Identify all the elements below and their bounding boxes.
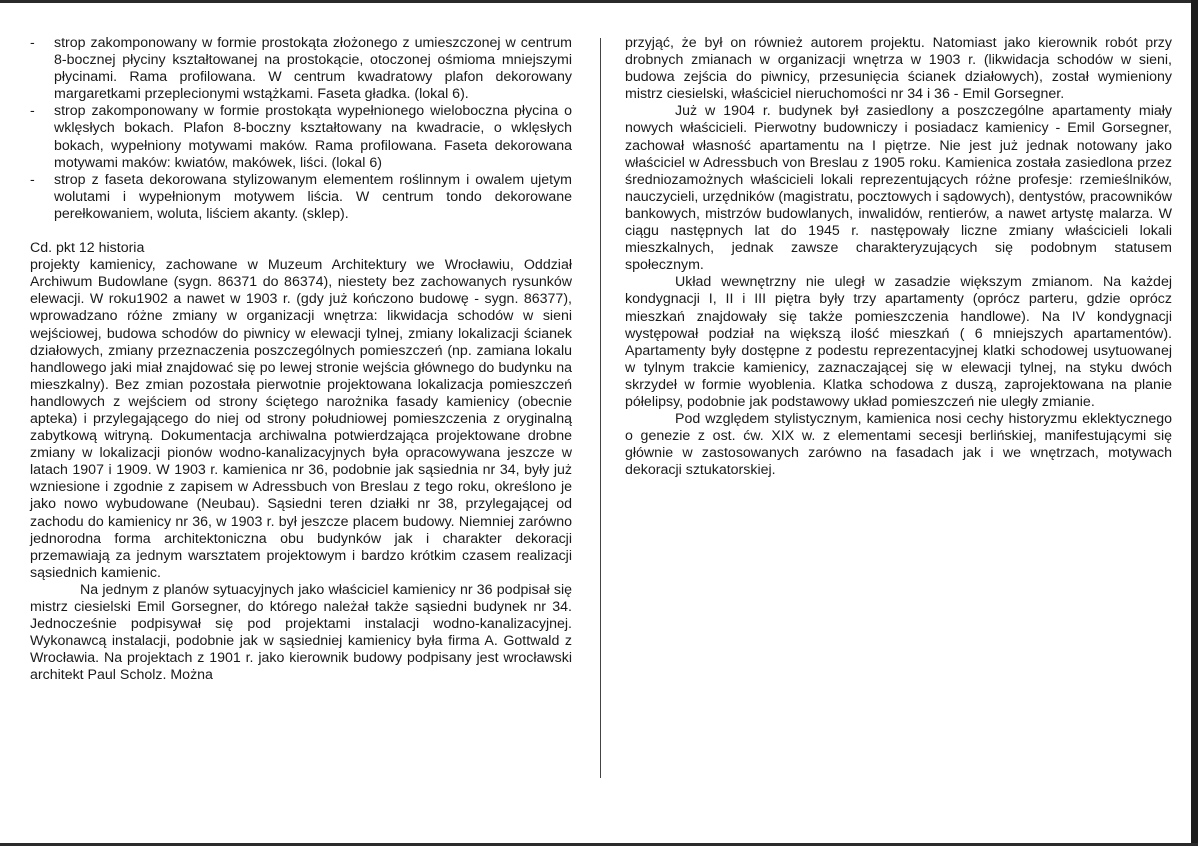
- column-divider: [600, 38, 601, 778]
- history-paragraph: Już w 1904 r. budynek był zasiedlony a poszczególne apartamenty miały nowych właścicieli. Pierwotny budowniczy i posiadacz kamienicy - Emil Gorsegner, zachował własność apartamentu na I piętrze. Nie jest już jednak notowany jako właściciel w Adressbuch von Breslau z 1905 roku. Kamienica została zasiedlona przez średniozamożnych właścicieli lokali reprezentujących różne profesje: rzemieślników, nauczycieli, urzędników (magistratu, pocztowych i sądowych), dentystów, pracowników bankowych, mistrzów budowlanych, inwalidów, rentierów, a nawet artystę malarza. W ciągu następnych lat do 1945 r. następowały liczne zmiany właścicieli lokali mieszkalnych, jednak zawsze charakteryzujących się podobnym statusem społecznym.: [625, 103, 1172, 274]
- ceiling-description-list: [30, 35, 572, 223]
- history-paragraph: projekty kamienicy, zachowane w Muzeum Architektury we Wrocławiu, Oddział Archiwum Budowlane (sygn. 86371 do 86374), niestety bez zachowanych rysunków elewacji. W roku1902 a nawet w 1903 r. (gdy już kończono budowę - sygn. 86377), wprowadzano różne zmiany w organizacji wnętrza: likwidacja schodów w sieni wejściowej, budowa schodów do piwnicy w elewacji tylnej, zmiany lokalizacji ścianek działowych, zmiany przeznaczenia poszczególnych pomieszczeń (np. zamiana lokalu handlowego jaki miał znajdować się po lewej stronie wejścia głównego do budynku na mieszkalny). Bez zmian pozostała pierwotnie projektowana lokalizacja pomieszczeń handlowych z wejściem od strony ściętego narożnika fasady kamienicy (obecnie apteka) i przylegającego do niej od strony południowej pomieszczenia z oryginalną zabytkową witryną. Dokumentacja archiwalna potwierdzająca projektowane drobne zmiany w lokalizacji pionów wodno-kanalizacyjnych była opracowywana jeszcze w latach 1907 i 1909. W 1903 r. kamienica nr 36, podobnie jak sąsiednia nr 34, były już wzniesione i zgodnie z zapisem w Adressbuch von Breslau z tego roku, określono je jako nowo wybudowane (Neubau). Sąsiedni teren działki nr 38, przylegającej od zachodu do kamienicy nr 36, w 1903 r. był jeszcze placem budowy. Niemniej zarówno jednorodna forma architektoniczna obu budynków jak i charakter dekoracji przemawiają za jednym warsztatem projektowym i bardzo krótkim czasem realizacji sąsiednich kamienic.: [30, 257, 572, 581]
- section-heading: Cd. pkt 12 historia: [30, 240, 145, 257]
- history-paragraph: Na jednym z planów sytuacyjnych jako właściciel kamienicy nr 36 podpisał się mistrz ciesielski Emil Gorsegner, do którego należał także sąsiedni budynek nr 34. Jednocześnie podpisywał się pod projektami instalacji wodno-kanalizacyjnej. Wykonawcą instalacji, podobnie jak w sąsiedniej kamienicy była firma A. Gottwald z Wrocławia. Na projektach z 1901 r. jako kierownik budowy podpisany jest wrocławski architekt Paul Scholz. Można: [30, 581, 572, 684]
- list-item-text: strop zakomponowany w formie prostokąta wypełnionego wieloboczna płycina o wklęsłych bokach. Plafon 8-boczny kształtowany na kwadracie, o wklęsłych bokach, wypełniony motywami maków. Rama profilowana. Faseta dekorowana motywami maków: kwiatów, makówek, liści. (lokal 6): [54, 103, 572, 171]
- list-item: [30, 172, 572, 223]
- list-item-text: strop zakomponowany w formie prostokąta złożonego z umieszczonej w centrum 8-bocznej płyciny kształtowanej na prostokącie, otoczonej ośmioma mniejszymi płycinami. Rama profilowana. W centrum kwadratowy plafon dekorowany margaretkami przeplecionymi wstążkami. Faseta gładka. (lokal 6).: [54, 35, 572, 103]
- bullet-dash: -: [30, 171, 35, 188]
- history-paragraph: Pod względem stylistycznym, kamienica nosi cechy historyzmu eklektycznego o genezie z ost. ćw. XIX w. z elementami secesji berlińskiej, manifestującymi się głównie w zastosowanych zarówno na fasadach jak i we wnętrzach, motywach dekoracji sztukatorskiej.: [625, 411, 1172, 479]
- list-item: [30, 35, 572, 103]
- scan-border-right: [1191, 0, 1198, 846]
- left-column: [30, 35, 572, 684]
- list-item: [30, 103, 572, 171]
- bullet-dash: -: [30, 103, 35, 120]
- list-item-text: strop z faseta dekorowana stylizowanym elementem roślinnym i owalem ujetym wolutami i wypełnionym motywem liścia. W centrum tondo dekorowane perełkowaniem, woluta, liściem akanty. (sklep).: [54, 171, 572, 222]
- right-column: [625, 35, 1172, 479]
- bullet-dash: -: [30, 35, 35, 51]
- scan-border-top: [0, 0, 1198, 3]
- history-paragraph: przyjąć, że był on również autorem projektu. Natomiast jako kierownik robót przy drobnych zmianach w organizacji wnętrza w 1903 r. (likwidacja schodów w sieni, budowa zejścia do piwnicy, przesunięcia ścianek działowych), został wymieniony mistrz ciesielski, właściciel nieruchomości nr 34 i 36 - Emil Gorsegner.: [625, 35, 1172, 103]
- history-paragraph: Układ wewnętrzny nie uległ w zasadzie większym zmianom. Na każdej kondygnacji I, II i III piętra były trzy apartamenty (oprócz parteru, gdzie oprócz mieszkań znajdowały się także pomieszczenia handlowe). Na IV kondygnacji występował podział na większą ilość mieszkań ( 6 mniejszych apartamentów). Apartamenty były dostępne z podestu reprezentacyjnej klatki schodowej usytuowanej w tylnym trakcie kamienicy, zaznaczającej się w elewacji tylnej, na styku dwóch skrzydeł w formie wyoblenia. Klatka schodowa z duszą, zaprojektowana na planie półelipsy, podobnie jak podstawowy układ pomieszczeń nie uległy zmianie.: [625, 274, 1172, 410]
